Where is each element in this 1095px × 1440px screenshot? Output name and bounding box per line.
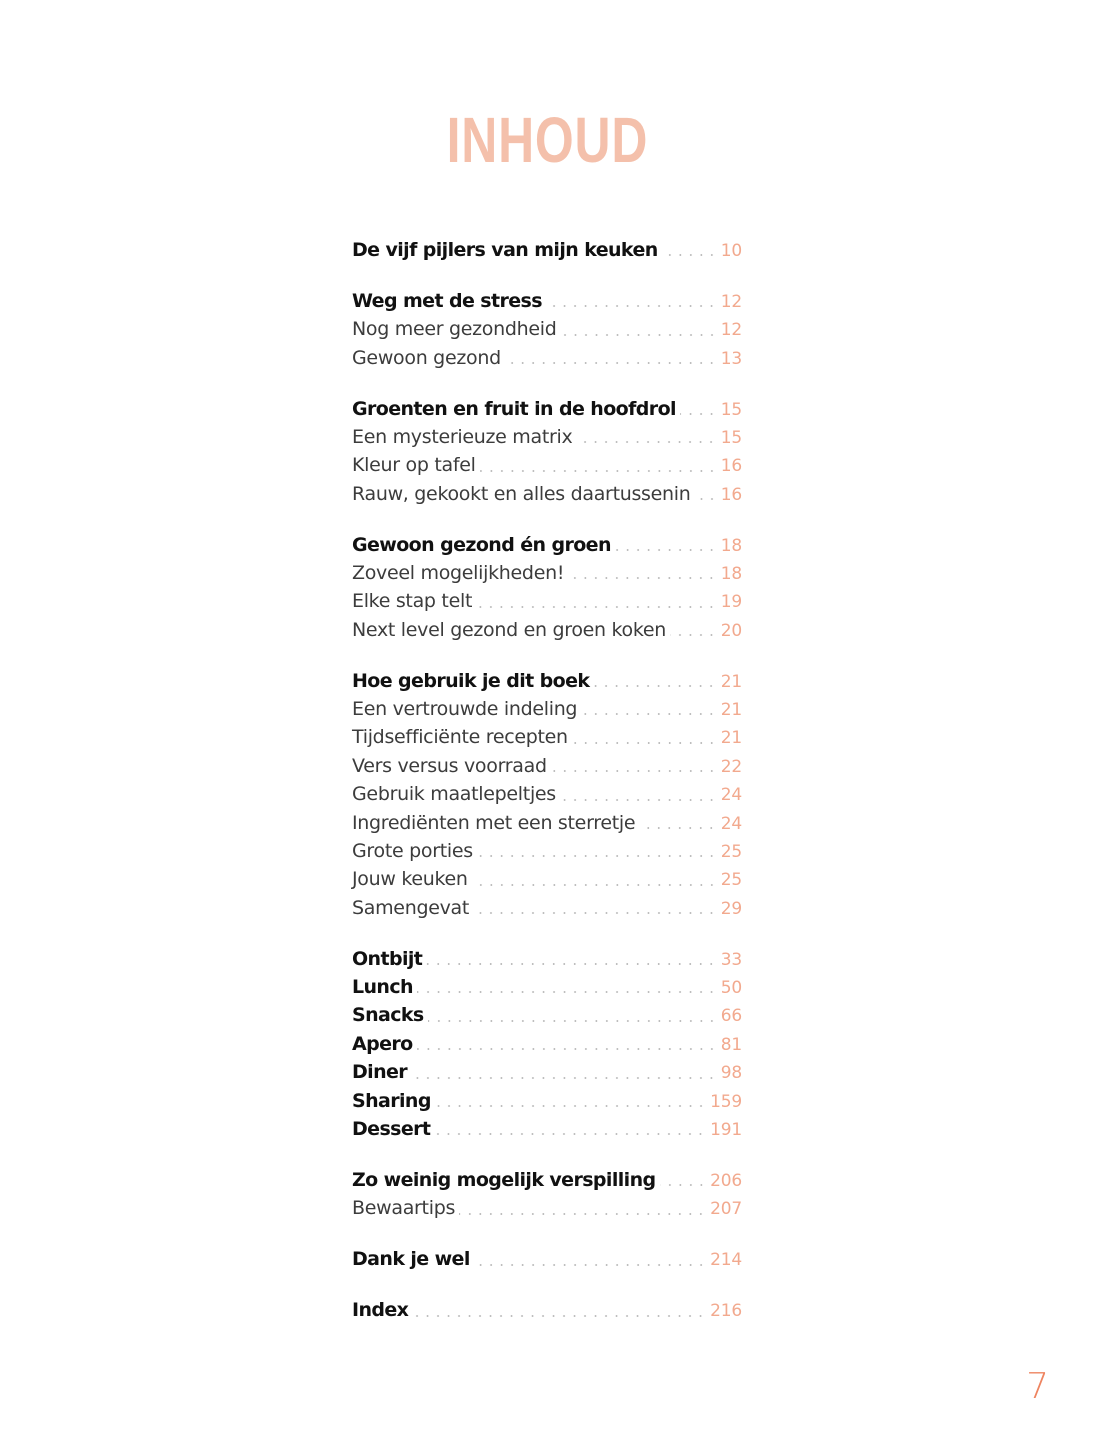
toc-chapter-entry — [352, 667, 742, 695]
toc-entry-label: Snacks — [352, 1004, 424, 1027]
toc-entry-label: Ontbijt — [352, 947, 423, 970]
toc-entry-page-number: 33 — [720, 949, 742, 970]
toc-subsection-entry — [352, 695, 742, 723]
toc-chapter-entry — [352, 1115, 742, 1143]
toc-section — [352, 1245, 742, 1273]
toc-entry-page-number: 21 — [720, 671, 742, 692]
dot-leader — [505, 362, 717, 364]
toc-entry-label: Jouw keuken — [352, 868, 468, 891]
toc-entry-page-number: 21 — [720, 700, 742, 721]
toc-subsection-entry — [352, 315, 742, 343]
dot-leader — [480, 470, 717, 472]
toc-entry-page-number: 10 — [720, 241, 742, 261]
toc-subsection-entry — [352, 423, 742, 451]
toc-entry-label: Gewoon gezond én groen — [352, 533, 611, 556]
toc-subsection-entry — [352, 480, 742, 508]
dot-leader — [435, 1105, 706, 1107]
toc-entry-page-number: 16 — [720, 456, 742, 477]
toc-subsection-entry — [352, 752, 742, 780]
toc-section — [352, 667, 742, 923]
dot-leader — [434, 1133, 706, 1135]
toc-entry-page-number: 22 — [720, 756, 742, 777]
dot-leader — [412, 1315, 706, 1317]
toc-chapter-entry — [352, 1296, 742, 1324]
toc-entry-page-number: 21 — [720, 728, 742, 749]
dot-leader — [660, 1184, 707, 1186]
dot-leader — [581, 713, 717, 715]
dot-leader — [417, 1048, 717, 1050]
toc-entry-label: De vijf pijlers van mijn keuken — [352, 239, 658, 261]
toc-entry-page-number: 50 — [720, 978, 742, 999]
toc-subsection-entry — [352, 837, 742, 865]
toc-subsection-entry — [352, 616, 742, 644]
toc-chapter-entry — [352, 973, 742, 1001]
dot-leader — [639, 827, 717, 829]
page-title: INHOUD — [446, 104, 649, 176]
toc-subsection-entry — [352, 587, 742, 615]
toc-entry-page-number: 24 — [720, 785, 742, 806]
toc-entry-page-number: 15 — [720, 427, 742, 448]
page-number: 7 — [1026, 1366, 1049, 1407]
toc-entry-label: Rauw, gekookt en alles daartussenin — [352, 482, 691, 505]
toc-entry-page-number: 207 — [710, 1199, 742, 1220]
toc-entry-label: Grote porties — [352, 840, 473, 863]
toc-entry-page-number: 24 — [720, 813, 742, 834]
dot-leader — [695, 498, 717, 500]
toc-chapter-entry — [352, 1058, 742, 1086]
toc-entry-label: Een vertrouwde indeling — [352, 698, 578, 721]
toc-entry-page-number: 16 — [720, 484, 742, 505]
toc-subsection-entry — [352, 894, 742, 922]
toc-section — [352, 1166, 742, 1223]
toc-entry-label: Gewoon gezond — [352, 346, 501, 369]
toc-subsection-entry — [352, 1194, 742, 1222]
toc-section — [352, 531, 742, 645]
toc-entry-page-number: 214 — [710, 1250, 742, 1271]
toc-subsection-entry — [352, 865, 742, 893]
toc-chapter-entry — [352, 1245, 742, 1273]
toc-chapter-entry — [352, 531, 742, 559]
dot-leader — [459, 1213, 706, 1215]
toc-entry-page-number: 12 — [720, 291, 742, 312]
toc-entry-page-number: 25 — [720, 842, 742, 863]
toc-subsection-entry — [352, 344, 742, 372]
toc-entry-page-number: 81 — [720, 1034, 742, 1055]
toc-section — [352, 395, 742, 509]
toc-entry-page-number: 18 — [720, 535, 742, 556]
toc-entry-label: Vers versus voorraad — [352, 754, 547, 777]
toc-subsection-entry — [352, 780, 742, 808]
toc-entry-page-number: 12 — [720, 320, 742, 341]
toc-entry-page-number: 19 — [720, 592, 742, 613]
dot-leader — [615, 549, 717, 551]
toc-entry-page-number: 25 — [720, 870, 742, 891]
toc-entry-page-number: 15 — [720, 399, 742, 420]
toc-section — [352, 287, 742, 372]
toc-entry-page-number: 216 — [710, 1301, 742, 1322]
toc-chapter-entry — [352, 1030, 742, 1058]
dot-leader — [417, 991, 717, 993]
toc-entry-label: Samengevat — [352, 896, 470, 919]
toc-entry-label: Ingrediënten met een sterretje — [352, 811, 636, 834]
toc-entry-label: Kleur op tafel — [352, 454, 476, 477]
toc-entry-label: Gebruik maatlepeltjes — [352, 783, 556, 806]
toc-chapter-entry — [352, 236, 742, 264]
toc-entry-label: Next level gezond en groen koken — [352, 618, 667, 641]
dot-leader — [426, 963, 716, 965]
toc-entry-label: Sharing — [352, 1089, 431, 1112]
toc-entry-label: Hoe gebruik je dit boek — [352, 669, 590, 692]
toc-entry-page-number: 66 — [720, 1006, 742, 1027]
table-of-contents — [352, 236, 742, 1347]
dot-leader — [670, 634, 717, 636]
toc-entry-page-number: 29 — [720, 898, 742, 919]
toc-entry-label: Bewaartips — [352, 1197, 456, 1220]
toc-subsection-entry — [352, 559, 742, 587]
toc-entry-label: Zo weinig mogelijk verspilling — [352, 1168, 656, 1191]
toc-entry-label: Dessert — [352, 1118, 431, 1141]
dot-leader — [477, 855, 717, 857]
dot-leader — [551, 770, 717, 772]
toc-entry-label: Apero — [352, 1032, 413, 1055]
toc-section — [352, 236, 742, 264]
toc-chapter-entry — [352, 1166, 742, 1194]
toc-entry-label: Elke stap telt — [352, 590, 473, 613]
dot-leader — [428, 1020, 717, 1022]
toc-entry-page-number: 159 — [710, 1091, 742, 1112]
toc-entry-label: Nog meer gezondheid — [352, 318, 557, 341]
dot-leader — [662, 254, 717, 256]
toc-section — [352, 1296, 742, 1324]
toc-entry-page-number: 20 — [720, 620, 742, 641]
toc-entry-page-number: 206 — [710, 1170, 742, 1191]
dot-leader — [472, 884, 717, 886]
dot-leader — [576, 441, 716, 443]
toc-chapter-entry — [352, 1001, 742, 1029]
dot-leader — [680, 413, 717, 415]
toc-entry-label: Groenten en fruit in de hoofdrol — [352, 397, 676, 420]
toc-chapter-entry — [352, 1087, 742, 1115]
toc-entry-label: Weg met de stress — [352, 289, 542, 312]
dot-leader — [476, 606, 717, 608]
toc-subsection-entry — [352, 809, 742, 837]
dot-leader — [572, 742, 717, 744]
toc-chapter-entry — [352, 287, 742, 315]
toc-entry-label: Lunch — [352, 976, 413, 999]
dot-leader — [568, 577, 717, 579]
toc-chapter-entry — [352, 395, 742, 423]
toc-entry-label: Index — [352, 1299, 409, 1322]
dot-leader — [546, 305, 717, 307]
toc-subsection-entry — [352, 723, 742, 751]
toc-entry-page-number: 98 — [720, 1063, 742, 1084]
toc-entry-label: Tijdsefficiënte recepten — [352, 726, 568, 749]
dot-leader — [411, 1077, 717, 1079]
toc-entry-page-number: 191 — [710, 1120, 742, 1141]
dot-leader — [561, 334, 717, 336]
dot-leader — [593, 685, 716, 687]
toc-entry-label: Dank je wel — [352, 1248, 470, 1271]
toc-entry-label: Diner — [352, 1061, 408, 1084]
dot-leader — [473, 912, 717, 914]
toc-entry-label: Een mysterieuze matrix — [352, 425, 573, 448]
toc-entry-page-number: 18 — [720, 564, 742, 585]
toc-entry-label: Zoveel mogelijkheden! — [352, 562, 565, 585]
toc-entry-page-number: 13 — [720, 348, 742, 369]
dot-leader — [560, 799, 717, 801]
toc-chapter-entry — [352, 945, 742, 973]
toc-section — [352, 945, 742, 1144]
dot-leader — [474, 1264, 706, 1266]
toc-subsection-entry — [352, 451, 742, 479]
